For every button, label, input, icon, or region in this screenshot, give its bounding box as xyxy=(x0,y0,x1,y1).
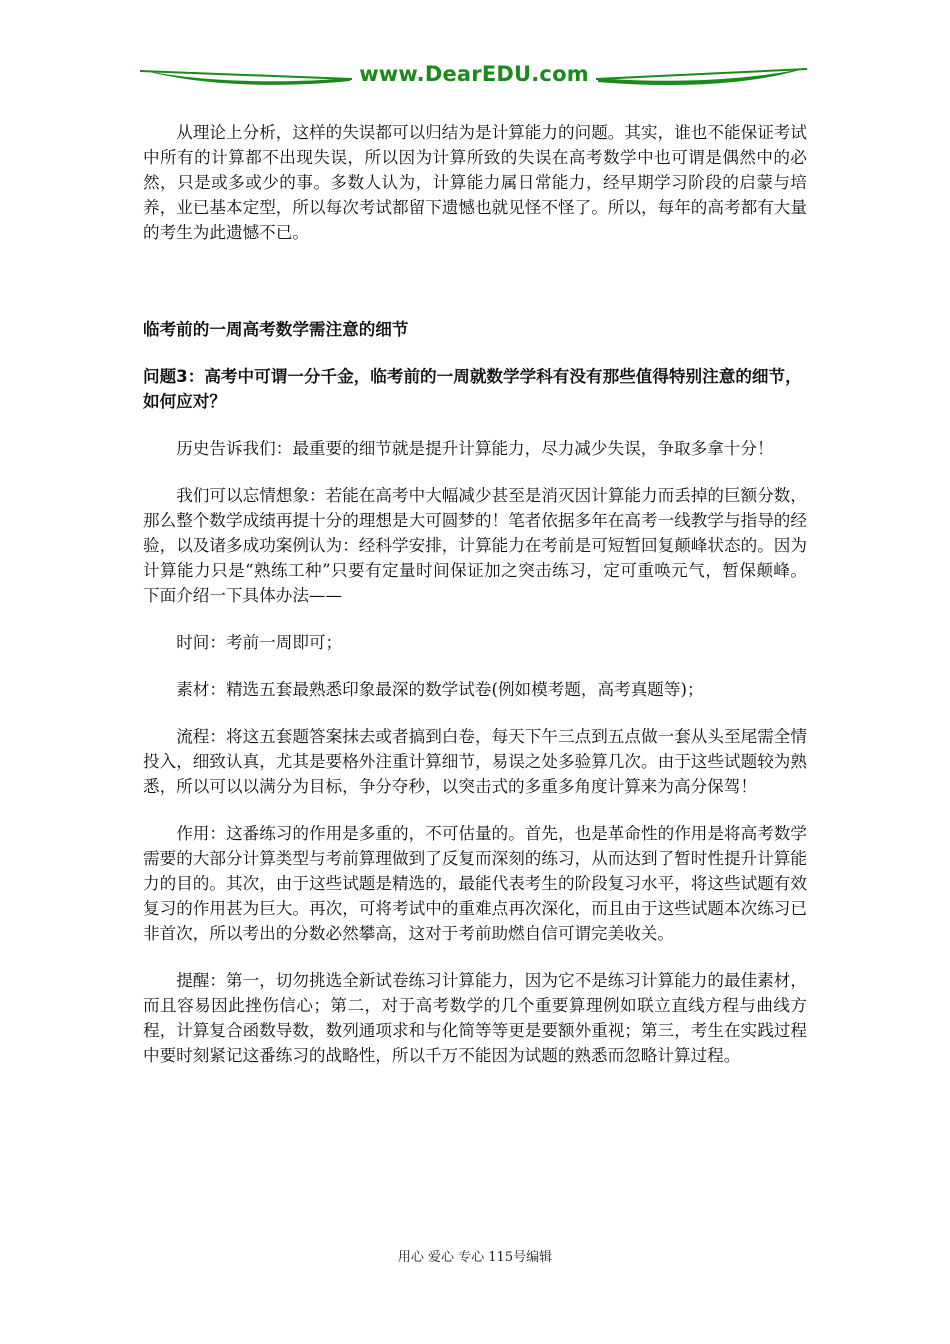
page-footer: 用心 爱心 专心 115号编辑 xyxy=(397,1250,553,1265)
question-heading: 问题3：高考中可谓一分千金，临考前的一周就数学学科有没有那些值得特别注意的细节，如何应对？ xyxy=(143,367,802,411)
paragraph-imagine: 我们可以忘情想象：若能在高考中大幅减少甚至是消灭因计算能力而丢掉的巨额分数，那么整个数学成绩再提十分的理想是大可圆梦的！笔者依据多年在高考一线教学与指导的经验，以及诸多成功案例认为：经科学安排，计算能力在考前是可短暂回复颠峰状态的。因为计算能力只是“熟练工种”只要有定量时间保证加之突击练习，定可重唤元气，暂保颠峰。下面介绍一下具体办法—— xyxy=(143,486,807,605)
paragraph-effect: 作用：这番练习的作用是多重的，不可估量的。首先，也是革命性的作用是将高考数学需要的大部分计算类型与考前算理做到了反复而深刻的练习，从而达到了暂时性提升计算能力的目的。其次，由于这些试题是精选的，最能代表考生的阶段复习水平，将这些试题有效复习的作用甚为巨大。再次，可将考试中的重难点再次深化，而且由于这些试题本次练习已非首次，所以考出的分数必然攀高，这对于考前助燃自信可谓完美收关。 xyxy=(143,824,807,943)
paragraph-intro: 从理论上分析，这样的失误都可以归结为是计算能力的问题。其实，谁也不能保证考试中所有的计算都不出现失误，所以因为计算所致的失误在高考数学中也可谓是偶然中的必然，只是或多或少的事。多数人认为，计算能力属日常能力，经早期学习阶段的启蒙与培养，业已基本定型，所以每次考试都留下遗憾也就见怪不怪了。所以，每年的高考都有大量的考生为此遗憾不已。 xyxy=(143,123,807,242)
document-body xyxy=(143,120,807,1068)
section-heading: 临考前的一周高考数学需注意的细节 xyxy=(143,320,409,339)
site-header xyxy=(140,58,808,92)
paragraph-time: 时间：考前一周即可； xyxy=(176,633,343,652)
paragraph-reminder: 提醒：第一，切勿挑选全新试卷练习计算能力，因为它不是练习计算能力的最佳素材，而且容易因此挫伤信心；第二，对于高考数学的几个重要算理例如联立直线方程与曲线方程，计算复合函数导数，数列通项求和与化简等等更是要额外重视；第三，考生在实践过程中要时刻紧记这番练习的战略性，所以千万不能因为试题的熟悉而忽略计算过程。 xyxy=(143,971,807,1065)
paragraph-material: 素材：精选五套最熟悉印象最深的数学试卷(例如模考题，高考真题等)； xyxy=(176,680,704,699)
paragraph-process: 流程：将这五套题答案抹去或者搞到白卷，每天下午三点到五点做一套从头至尾需全情投入，细致认真，尤其是要格外注重计算细节，易误之处多验算几次。由于这些试题较为熟悉，所以可以以满分为目标，争分夺秒，以突击式的多重多角度计算来为高分保驾！ xyxy=(143,727,807,796)
site-logo-text: www.DearEDU.com xyxy=(359,62,589,86)
paragraph-history: 历史告诉我们：最重要的细节就是提升计算能力，尽力减少失误，争取多拿十分！ xyxy=(176,439,774,458)
